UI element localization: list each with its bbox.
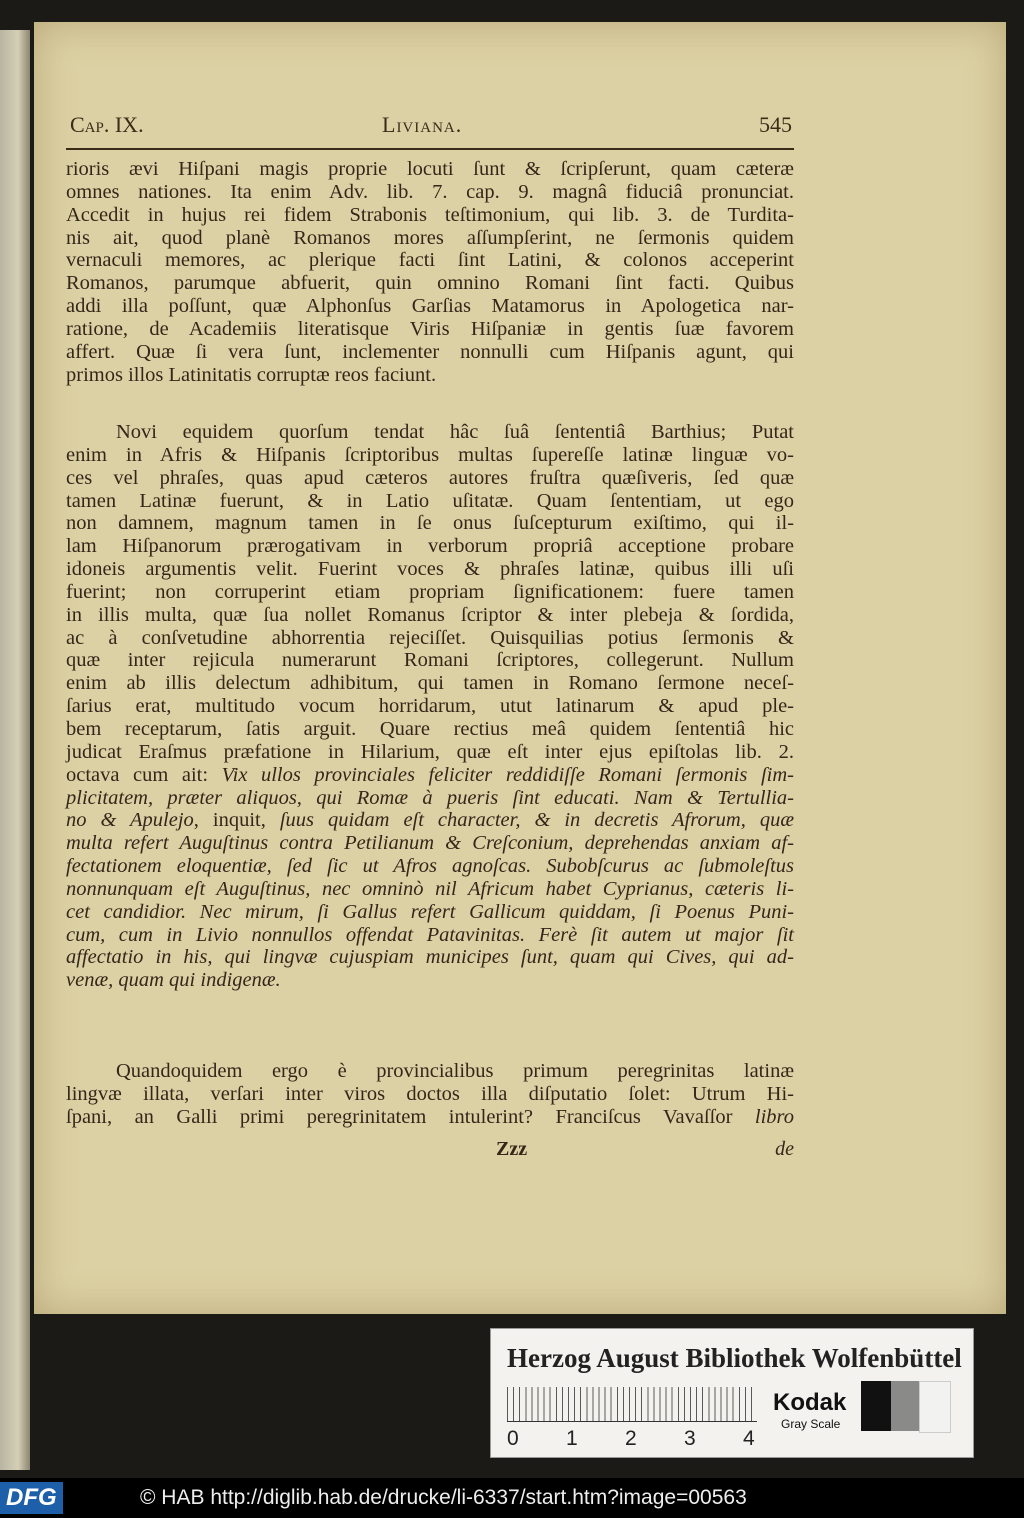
paragraph-2 <box>66 421 794 992</box>
italic-quote-text: cum, cum in Livio nonnullos offendat Patavinitas. Ferè ſit autem ut major ſit <box>66 923 794 946</box>
text-line <box>66 695 794 718</box>
italic-quote-text: nonnunquam eſt Auguſtinus, nec omninò nil Africum habet Cyprianus, cæteris li- <box>66 877 794 900</box>
italic-quote-text: fectationem eloquentiæ, ſed ſic ut Afros agnoſcas. Subobſcurus ac ſubmoleſtus <box>66 855 794 878</box>
ruler-number: 4 <box>743 1427 755 1450</box>
text-line <box>66 946 794 969</box>
text-line <box>66 364 794 387</box>
body-text: enim ab illis delectum adhibitum, qui tamen in Romano ſermone neceſ- <box>66 672 794 695</box>
body-text: Romanos, parumque abfuerit, quin omnino Romani ſint facti. Quibus <box>66 272 794 295</box>
body-text: Novi equidem quorſum tendat hâc ſuâ ſententiâ Barthius; Putat <box>116 421 794 443</box>
text-line <box>66 649 794 672</box>
text-line <box>66 535 794 558</box>
italic-quote-text: no & Apulejo <box>66 809 194 832</box>
signature-mark: Zzz <box>496 1138 528 1160</box>
body-text: Accedit in hujus rei fidem Strabonis teſtimonium, qui lib. 3. de Turdita- <box>66 203 794 226</box>
text-line <box>66 672 794 695</box>
body-text: primos illos Latinitatis corruptæ reos faciunt. <box>66 363 437 386</box>
body-text: in illis multa, quæ ſua nollet Romanus ſcriptor & inter plebeja & ſordida, <box>66 603 794 626</box>
text-line <box>66 604 794 627</box>
text-line <box>66 249 794 272</box>
text-line <box>66 878 794 901</box>
body-text: ſarius erat, multitudo vocum horridarum, utut latinarum & apud ple- <box>66 695 794 718</box>
paragraph-1 <box>66 158 794 386</box>
gray-swatch-black <box>861 1381 891 1431</box>
gray-swatch-mid <box>891 1381 919 1431</box>
text-line <box>66 832 794 855</box>
text-line <box>66 204 794 227</box>
text-line <box>66 741 794 764</box>
text-line <box>66 512 794 535</box>
body-text: enim in Afris & Hiſpanis ſcriptoribus multas ſupereſſe latinæ linguæ vo- <box>66 443 794 466</box>
header-rule <box>66 148 794 150</box>
italic-quote-text: venæ, quam qui indigenæ. <box>66 969 281 992</box>
copyright-link[interactable]: © HAB http://diglib.hab.de/drucke/li-6337/start.htm?image=00563 <box>140 1486 747 1509</box>
body-text: bem receptarum, ſatis arguit. Quare rectius meâ quidem ſententiâ hic <box>66 717 794 740</box>
text-line <box>66 295 794 318</box>
catchword: de <box>775 1138 794 1160</box>
italic-quote-text: libro <box>754 1105 794 1128</box>
body-text: , inquit, <box>193 809 280 832</box>
gray-scale-label: Gray Scale <box>781 1417 841 1431</box>
italic-quote-text: cet candidior. Nec mirum, ſi Gallus refert Gallicum quiddam, ſi Poenus Puni- <box>66 900 794 923</box>
text-line <box>66 341 794 364</box>
running-title: Liviana. <box>382 112 463 137</box>
body-text: lingvæ illata, verſari inter viros doctos illa diſputatio ſolet: Utrum Hi- <box>66 1082 794 1105</box>
gray-swatch-white <box>919 1381 951 1433</box>
body-text: ratione, de Academiis literatisque Viris Hiſpaniæ in gentis ſuæ favorem <box>66 317 794 340</box>
ruler-number: 2 <box>625 1427 637 1450</box>
text-line <box>66 718 794 741</box>
text-line <box>66 158 794 181</box>
text-line <box>66 627 794 650</box>
color-calibration-card <box>490 1328 974 1458</box>
text-line <box>66 1083 794 1106</box>
body-text: idoneis argumentis velit. Fuerint voces & phraſes latinæ, quibus illi uſi <box>66 558 794 581</box>
body-text: octava cum ait: <box>66 763 222 786</box>
text-line <box>66 581 794 604</box>
body-text: Quandoquidem ergo è provincialibus primum peregrinitas latinæ <box>116 1060 794 1082</box>
text-line <box>66 855 794 878</box>
body-text: ac à conſvetudine abhorrentia rejeciſſet. Quisquilias potius ſermonis & <box>66 626 794 649</box>
text-line <box>66 490 794 513</box>
italic-quote-text: affectatio in his, qui lingvæ cujuspiam municipes ſunt, quam qui Cives, qui ad- <box>66 946 794 969</box>
text-line <box>66 787 794 810</box>
text-line <box>66 558 794 581</box>
page-number: 545 <box>759 112 792 137</box>
ruler-number: 1 <box>566 1427 578 1450</box>
body-text: omnes nationes. Ita enim Adv. lib. 7. cap. 9. magnâ fiduciâ pronunciat. <box>66 180 794 203</box>
text-line <box>66 227 794 250</box>
body-text: vernaculi memores, ac plerique facti ſint Latini, & colonos acceperint <box>66 249 794 272</box>
ruler-number: 3 <box>684 1427 696 1450</box>
facing-page-edge <box>0 30 30 1470</box>
text-line <box>66 901 794 924</box>
kodak-logo: Kodak <box>773 1389 847 1416</box>
dfg-logo: DFG <box>0 1482 63 1514</box>
library-name: Herzog August Bibliothek Wolfenbüttel <box>507 1343 962 1373</box>
body-text: non damnem, magnum tamen in ſe onus ſuſcepturum exiſtimo, qui il- <box>66 512 794 535</box>
italic-quote-text: multa refert Auguſtinus contra Petilianum & Creſconium, deprehendas anxiam af- <box>66 832 794 855</box>
body-text: ſpani, an Galli primi peregrinitatem intulerint? Franciſcus Vavaſſor <box>66 1105 755 1128</box>
text-line <box>66 181 794 204</box>
text-line <box>66 444 794 467</box>
body-text: fuerint; non corruperint etiam propriam ſignificationem: fuere tamen <box>66 580 794 603</box>
body-text: affert. Quæ ſi vera ſunt, inclementer nonnulli cum Hiſpanis agunt, qui <box>66 340 794 363</box>
text-line <box>66 272 794 295</box>
body-text: tamen Latinæ fuerunt, & in Latio uſitatæ. Quam ſententiam, ut ego <box>66 489 794 512</box>
body-text: ces vel phraſes, quas apud cæteros autores fruſtra quæſiveris, ſed quæ <box>66 466 794 489</box>
italic-quote-text: Vix ullos provinciales feliciter reddidiſſe Romani ſermonis ſim- <box>221 763 794 786</box>
viewer-footer-bar <box>0 1478 1024 1518</box>
italic-quote-text: plicitatem, præter aliquos, qui Romæ à pueris ſint educati. Nam & Tertullia- <box>66 786 794 809</box>
ruler-number: 0 <box>507 1427 519 1450</box>
text-line <box>66 809 794 832</box>
body-text: judicat Eraſmus præfatione in Hilarium, quæ eſt inter ejus epiſtolas lib. 2. <box>66 740 794 763</box>
body-text: rioris ævi Hiſpani magis proprie locuti ſunt & ſcripſerunt, quam cæteræ <box>66 158 794 180</box>
text-line <box>66 1106 794 1129</box>
paragraph-3 <box>66 1060 794 1129</box>
running-header <box>70 112 792 142</box>
body-text: quæ inter rejicula numerarunt Romani ſcriptores, collegerunt. Nullum <box>66 649 794 672</box>
ruler-ticks <box>507 1387 757 1421</box>
text-line <box>66 318 794 341</box>
text-line <box>66 924 794 947</box>
body-text: lam Hiſpanorum prærogativam in verborum propriâ acceptione probare <box>66 535 794 558</box>
italic-quote-text: ſuus quidam eſt character, & in decretis Afrorum, quæ <box>279 809 795 832</box>
text-line <box>66 969 794 992</box>
text-line <box>66 467 794 490</box>
body-text: addi illa poſſunt, quæ Alphonſus Garſias Matamorus in Apologetica nar- <box>66 295 794 318</box>
text-line <box>66 1060 794 1083</box>
chapter-label: Cap. IX. <box>70 112 144 137</box>
text-line <box>66 764 794 787</box>
body-text: nis ait, quod planè Romanos mores aſſumpſerint, ne ſermonis quidem <box>66 226 794 249</box>
text-line <box>66 421 794 444</box>
